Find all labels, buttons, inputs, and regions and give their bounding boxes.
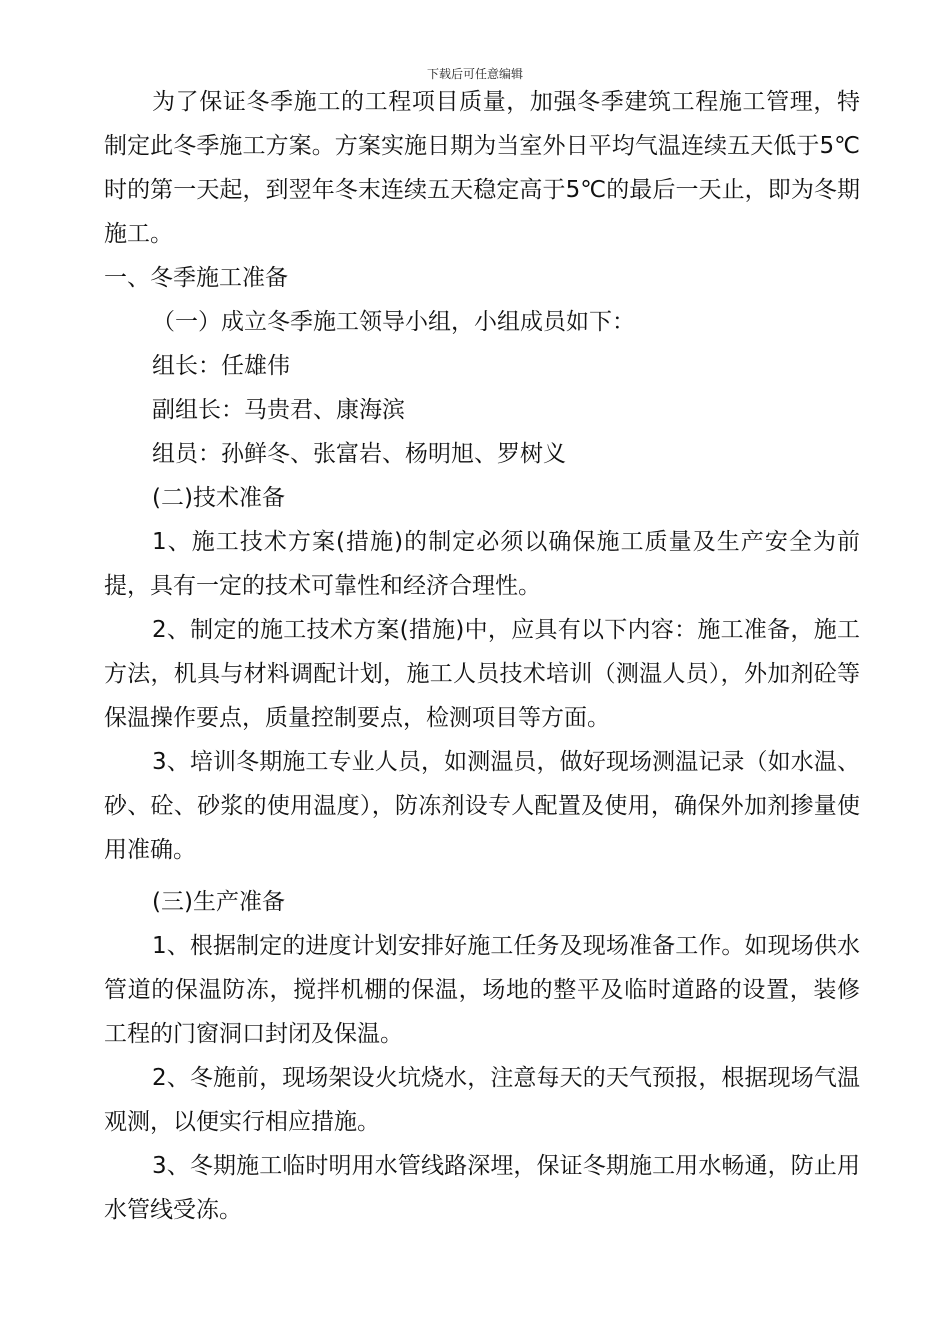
tech-item-1: 1、施工技术方案(措施)的制定必须以确保施工质量及生产安全为前提，具有一定的技术可靠性和经济合理性。 [104, 529, 860, 599]
production-item-2: 2、冬施前，现场架设火坑烧水，注意每天的天气预报，根据现场气温观测，以便实行相应措施。 [104, 1065, 860, 1135]
production-item-1: 1、根据制定的进度计划安排好施工任务及现场准备工作。如现场供水管道的保温防冻，搅拌机棚的保温，场地的整平及临时道路的设置，装修工程的门窗洞口封闭及保温。 [104, 933, 860, 1047]
subsection-heading-3: (三)生产准备 [152, 889, 285, 915]
subsection-heading-1: （一）成立冬季施工领导小组，小组成员如下： [152, 309, 635, 335]
document-body [104, 80, 860, 1232]
section-heading-1: 一、冬季施工准备 [104, 265, 288, 291]
tech-item-2: 2、制定的施工技术方案(措施)中，应具有以下内容：施工准备，施工方法，机具与材料调配计划，施工人员技术培训（测温人员），外加剂砼等保温操作要点，质量控制要点，检测项目等方面。 [104, 617, 860, 731]
team-members-line: 组员：孙鲜冬、张富岩、杨明旭、罗树义 [152, 441, 566, 467]
tech-item-3: 3、培训冬期施工专业人员，如测温员，做好现场测温记录（如水温、砂、砼、砂浆的使用温度），防冻剂设专人配置及使用，确保外加剂掺量使用准确。 [104, 749, 860, 863]
page-header-note: 下载后可任意编辑 [426, 67, 523, 81]
subsection-heading-2: (二)技术准备 [152, 485, 285, 511]
team-leader-line: 组长：任雄伟 [152, 353, 290, 379]
deputy-leader-line: 副组长：马贵君、康海滨 [152, 397, 405, 423]
production-item-3: 3、冬期施工临时明用水管线路深埋，保证冬期施工用水畅通，防止用水管线受冻。 [104, 1153, 860, 1223]
intro-paragraph: 为了保证冬季施工的工程项目质量，加强冬季建筑工程施工管理，特制定此冬季施工方案。方案实施日期为当室外日平均气温连续五天低于5℃时的第一天起，到翌年冬末连续五天稳定高于5℃的最后一天止，即为冬期施工。 [104, 89, 860, 247]
